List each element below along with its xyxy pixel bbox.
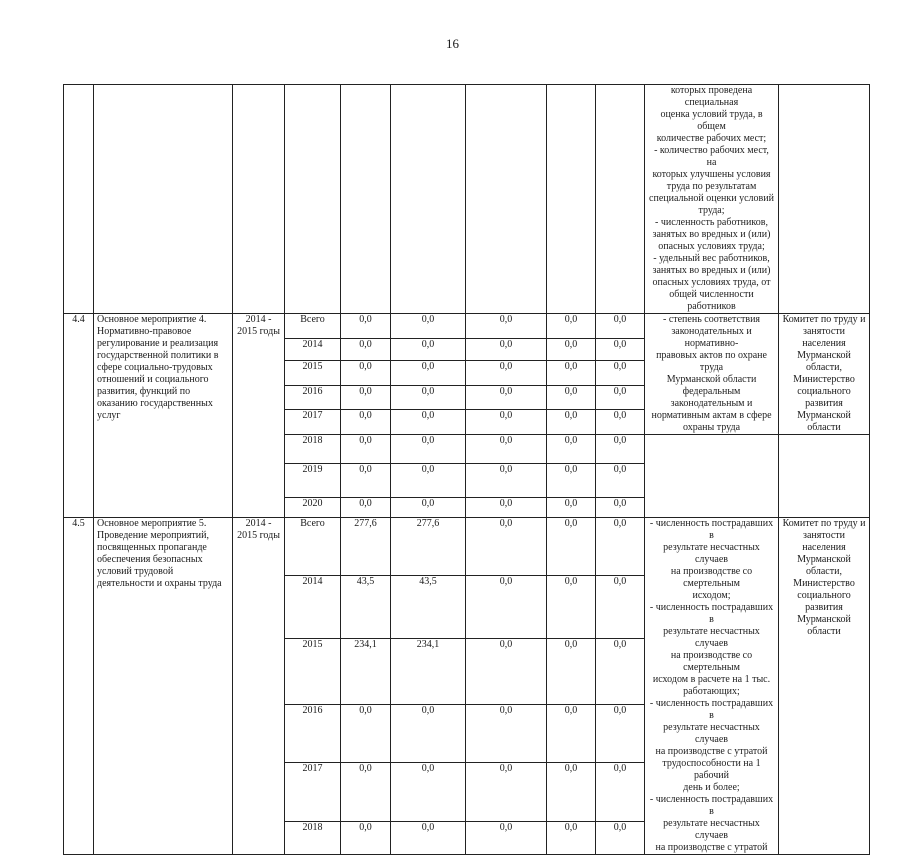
- value-cell: 0,0: [341, 821, 391, 854]
- year-label: 2019: [285, 464, 341, 498]
- value-cell: 0,0: [547, 435, 596, 464]
- indicator-line: трудоспособности на 1 рабочий: [662, 758, 761, 781]
- year-label: 2016: [285, 705, 341, 763]
- value-cell: 0,0: [596, 338, 645, 361]
- value-cell: 0,0: [466, 498, 547, 518]
- indicator-line: результате несчастных случаев: [663, 542, 760, 565]
- indicator-line: работающих;: [683, 686, 740, 697]
- indicator-line: результате несчастных случаев: [663, 722, 760, 745]
- value-cell: 0,0: [391, 821, 466, 854]
- indicator-line: - численность пострадавших в: [649, 794, 774, 817]
- value-cell: 0,0: [596, 518, 645, 576]
- empty-cell: [596, 85, 645, 314]
- value-cell: 0,0: [596, 435, 645, 464]
- value-cell: 0,0: [341, 385, 391, 410]
- indicator-line: занятых во вредных и (или): [652, 265, 771, 276]
- indicators-cell: [645, 518, 779, 855]
- indicator-line: на производстве со смертельным: [670, 650, 753, 673]
- indicator-line: результате несчастных случаев: [663, 626, 760, 649]
- value-cell: 0,0: [466, 763, 547, 821]
- value-cell: 43,5: [391, 576, 466, 638]
- year-label: 2017: [285, 763, 341, 821]
- value-cell: 0,0: [341, 498, 391, 518]
- value-cell: 0,0: [547, 361, 596, 386]
- indicator-line: исходом в расчете на 1 тыс.: [652, 674, 771, 685]
- value-cell: 0,0: [466, 464, 547, 498]
- value-cell: 277,6: [391, 518, 466, 576]
- indicator-line: законодательных и нормативно-: [671, 326, 752, 349]
- indicator-line: специальной оценки условий: [649, 193, 774, 204]
- value-cell: 0,0: [341, 338, 391, 361]
- value-cell: 0,0: [341, 314, 391, 339]
- value-cell: 0,0: [391, 385, 466, 410]
- empty-cell: [341, 85, 391, 314]
- value-cell: 0,0: [596, 821, 645, 854]
- row-number: 4.5: [64, 518, 94, 855]
- year-label: 2014: [285, 576, 341, 638]
- value-cell: 0,0: [391, 763, 466, 821]
- indicator-line: - численность работников,: [655, 217, 768, 228]
- value-cell: 0,0: [547, 821, 596, 854]
- indicator-line: день и более;: [683, 782, 740, 793]
- value-cell: 0,0: [341, 410, 391, 435]
- value-cell: 0,0: [596, 705, 645, 763]
- continuation-row: [64, 85, 870, 314]
- indicator-line: правовых актов по охране труда: [656, 350, 767, 373]
- year-label: 2017: [285, 410, 341, 435]
- value-cell: 0,0: [341, 464, 391, 498]
- indicator-line: на производстве с утратой: [655, 746, 768, 757]
- value-cell: 0,0: [341, 361, 391, 386]
- value-cell: 0,0: [596, 314, 645, 339]
- indicator-line: труда по результатам: [666, 181, 757, 192]
- value-cell: 0,0: [391, 338, 466, 361]
- activity-name: Основное мероприятие 5. Проведение мероприятий, посвященных пропаганде обеспечения безопасных условий трудовой деятельности и охраны труда: [94, 518, 233, 855]
- value-cell: 0,0: [341, 435, 391, 464]
- indicator-line: которых улучшены условия: [652, 169, 771, 180]
- value-cell: 0,0: [547, 576, 596, 638]
- indicator-line: занятых во вредных и (или): [652, 229, 771, 240]
- value-cell: 0,0: [547, 464, 596, 498]
- value-cell: 0,0: [341, 763, 391, 821]
- indicator-line: опасных условиях труда;: [658, 241, 765, 252]
- value-cell: 0,0: [466, 385, 547, 410]
- indicator-line: нормативным актам в сфере: [651, 410, 772, 421]
- value-cell: 0,0: [547, 314, 596, 339]
- value-cell: 0,0: [466, 314, 547, 339]
- indicator-line: количестве рабочих мест;: [656, 133, 767, 144]
- empty-cell: [779, 435, 870, 518]
- period: 2014 - 2015 годы: [233, 518, 285, 855]
- value-cell: 0,0: [547, 763, 596, 821]
- year-label: 2020: [285, 498, 341, 518]
- table-row: [64, 518, 870, 576]
- value-cell: 0,0: [596, 498, 645, 518]
- indicator-line: оценка условий труда, в общем: [660, 109, 763, 132]
- year-label: 2015: [285, 638, 341, 705]
- value-cell: 0,0: [596, 410, 645, 435]
- value-cell: 0,0: [466, 410, 547, 435]
- value-cell: 0,0: [596, 361, 645, 386]
- period: 2014 - 2015 годы: [233, 314, 285, 518]
- empty-cell: [779, 85, 870, 314]
- empty-cell: [285, 85, 341, 314]
- indicator-line: - численность пострадавших в: [649, 518, 774, 541]
- page-number: 16: [446, 36, 459, 51]
- indicator-line: - численность пострадавших в: [649, 602, 774, 625]
- empty-cell: [233, 85, 285, 314]
- value-cell: 234,1: [391, 638, 466, 705]
- indicator-line: федеральным законодательным и: [670, 386, 753, 409]
- year-label: Всего: [285, 314, 341, 339]
- empty-cell: [466, 85, 547, 314]
- empty-cell: [645, 435, 779, 518]
- value-cell: 0,0: [596, 638, 645, 705]
- indicator-line: - количество рабочих мест, на: [654, 145, 769, 168]
- empty-cell: [391, 85, 466, 314]
- indicator-line: - численность пострадавших в: [649, 698, 774, 721]
- indicator-line: результате несчастных случаев: [663, 818, 760, 841]
- activity-name: Основное мероприятие 4. Нормативно-правовое регулирование и реализация государственной политики в сфере социально-трудовых отношений и социального развития, функций по оказанию государственных услуг: [94, 314, 233, 518]
- indicator-line: охраны труда: [682, 422, 741, 433]
- value-cell: 0,0: [466, 705, 547, 763]
- value-cell: 0,0: [596, 763, 645, 821]
- value-cell: 234,1: [341, 638, 391, 705]
- value-cell: 0,0: [547, 498, 596, 518]
- value-cell: 0,0: [466, 576, 547, 638]
- value-cell: 0,0: [391, 464, 466, 498]
- value-cell: 0,0: [466, 821, 547, 854]
- value-cell: 0,0: [596, 464, 645, 498]
- value-cell: 0,0: [391, 410, 466, 435]
- indicator-line: - удельный вес работников,: [653, 253, 770, 264]
- year-label: 2018: [285, 435, 341, 464]
- indicators-cell: [645, 85, 779, 314]
- value-cell: 0,0: [547, 638, 596, 705]
- value-cell: 0,0: [466, 361, 547, 386]
- value-cell: 0,0: [466, 338, 547, 361]
- value-cell: 0,0: [596, 576, 645, 638]
- value-cell: 43,5: [341, 576, 391, 638]
- row-number: 4.4: [64, 314, 94, 518]
- value-cell: 0,0: [547, 410, 596, 435]
- indicator-line: исходом;: [692, 590, 731, 601]
- program-table: [63, 84, 870, 855]
- value-cell: 0,0: [466, 518, 547, 576]
- indicator-line: Мурманской области: [666, 374, 757, 385]
- year-label: 2015: [285, 361, 341, 386]
- value-cell: 0,0: [391, 435, 466, 464]
- year-label: 2018: [285, 821, 341, 854]
- value-cell: 0,0: [596, 385, 645, 410]
- value-cell: 277,6: [341, 518, 391, 576]
- value-cell: 0,0: [547, 705, 596, 763]
- value-cell: 0,0: [391, 314, 466, 339]
- value-cell: 0,0: [391, 361, 466, 386]
- indicators-cell: [645, 314, 779, 435]
- value-cell: 0,0: [466, 638, 547, 705]
- year-label: 2014: [285, 338, 341, 361]
- indicator-line: общей численности работников: [669, 289, 754, 312]
- indicator-line: труда;: [698, 205, 725, 216]
- year-label: Всего: [285, 518, 341, 576]
- value-cell: 0,0: [547, 385, 596, 410]
- value-cell: 0,0: [466, 435, 547, 464]
- value-cell: 0,0: [341, 705, 391, 763]
- value-cell: 0,0: [391, 705, 466, 763]
- indicator-line: на производстве с утратой: [655, 842, 768, 853]
- indicator-line: на производстве со смертельным: [670, 566, 753, 589]
- responsible-executor: Комитет по труду и занятости населения Мурманской области, Министерство социального развития Мурманской области: [779, 518, 870, 855]
- value-cell: 0,0: [547, 338, 596, 361]
- value-cell: 0,0: [547, 518, 596, 576]
- responsible-executor: Комитет по труду и занятости населения Мурманской области, Министерство социального развития Мурманской области: [779, 314, 870, 435]
- empty-cell: [64, 85, 94, 314]
- year-label: 2016: [285, 385, 341, 410]
- indicator-line: которых проведена специальная: [670, 85, 753, 108]
- empty-cell: [547, 85, 596, 314]
- indicator-line: - степень соответствия: [662, 314, 761, 325]
- empty-cell: [94, 85, 233, 314]
- indicator-line: опасных условиях труда, от: [652, 277, 771, 288]
- value-cell: 0,0: [391, 498, 466, 518]
- table-row: [64, 314, 870, 339]
